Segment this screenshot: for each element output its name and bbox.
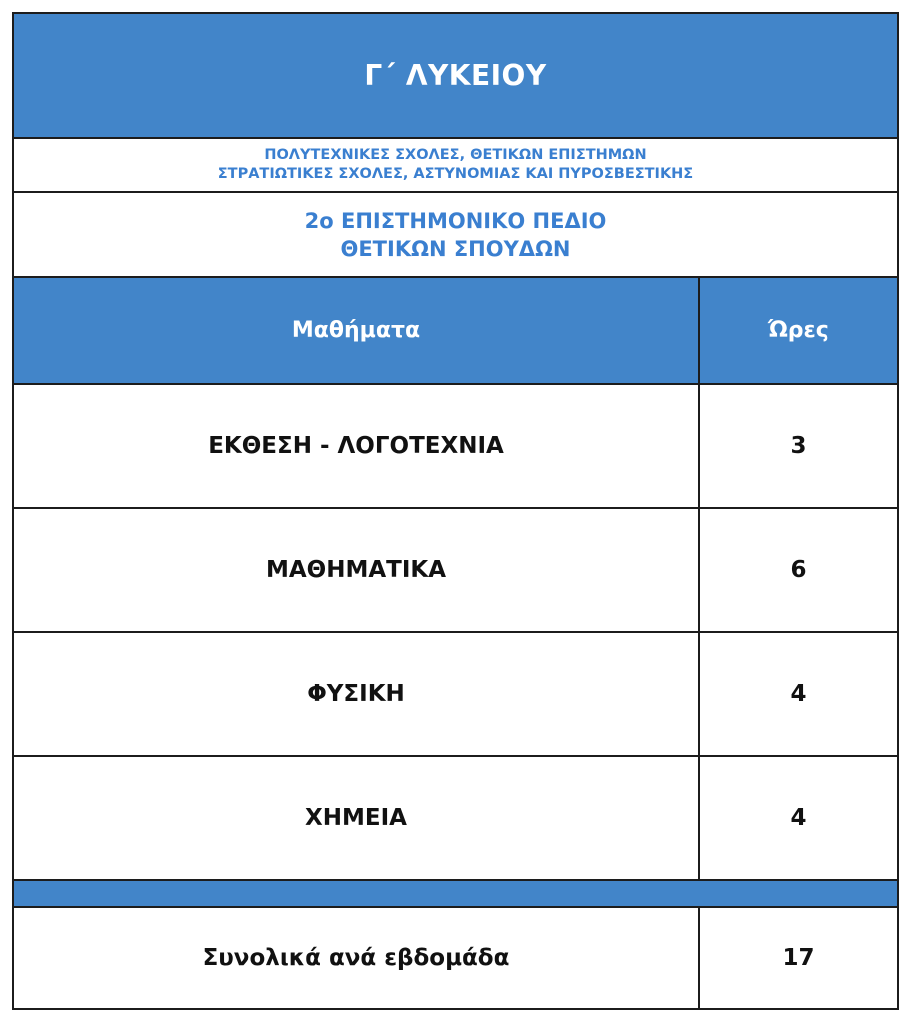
header-hours-cell [700, 278, 897, 383]
subject-cell [14, 385, 700, 507]
table-row [14, 757, 897, 881]
hours-cell [700, 757, 897, 879]
subject-name: ΜΑΘΗΜΑΤΙΚΑ [265, 557, 447, 583]
subject-hours: 6 [790, 557, 807, 583]
schools-line-1: ΠΟΛΥΤΕΧΝΙΚΕΣ ΣΧΟΛΕΣ, ΘΕΤΙΚΩΝ ΕΠΙΣΤΗΜΩΝ [264, 147, 647, 163]
header-hours: Ώρες [768, 318, 829, 343]
subject-cell [14, 633, 700, 755]
total-row [14, 908, 897, 1008]
schools-section [14, 139, 897, 193]
total-label: Συνολικά ανά εβδομάδα [202, 945, 510, 971]
subject-hours: 3 [790, 433, 807, 459]
separator-band [14, 881, 897, 908]
subject-name: ΧΗΜΕΙΑ [305, 805, 407, 831]
schools-line-2: ΣΤΡΑΤΙΩΤΙΚΕΣ ΣΧΟΛΕΣ, ΑΣΤΥΝΟΜΙΑΣ ΚΑΙ ΠΥΡΟΣΒΕΣΤΙΚΗΣ [217, 166, 694, 182]
schedule-table [12, 12, 899, 1010]
hours-cell [700, 385, 897, 507]
subject-cell [14, 509, 700, 631]
table-header-row [14, 278, 897, 385]
field-section [14, 193, 897, 278]
total-hours: 17 [782, 945, 815, 971]
hours-cell [700, 633, 897, 755]
title-banner [14, 14, 897, 139]
table-row [14, 633, 897, 757]
total-label-cell [14, 908, 700, 1008]
page-title: Γ΄ ΛΥΚΕΙΟΥ [364, 59, 547, 92]
subject-name: ΦΥΣΙΚΗ [307, 681, 405, 707]
subject-hours: 4 [790, 681, 807, 707]
table-row [14, 509, 897, 633]
field-line-1: 2ο ΕΠΙΣΤΗΜΟΝΙΚΟ ΠΕΔΙΟ [304, 208, 607, 233]
header-subject-cell [14, 278, 700, 383]
hours-cell [700, 509, 897, 631]
field-line-2: ΘΕΤΙΚΩΝ ΣΠΟΥΔΩΝ [340, 236, 571, 261]
header-subject: Μαθήματα [291, 318, 421, 343]
total-hours-cell [700, 908, 897, 1008]
table-row [14, 385, 897, 509]
subject-cell [14, 757, 700, 879]
subject-hours: 4 [790, 805, 807, 831]
subject-name: ΕΚΘΕΣΗ - ΛΟΓΟΤΕΧΝΙΑ [208, 433, 504, 459]
